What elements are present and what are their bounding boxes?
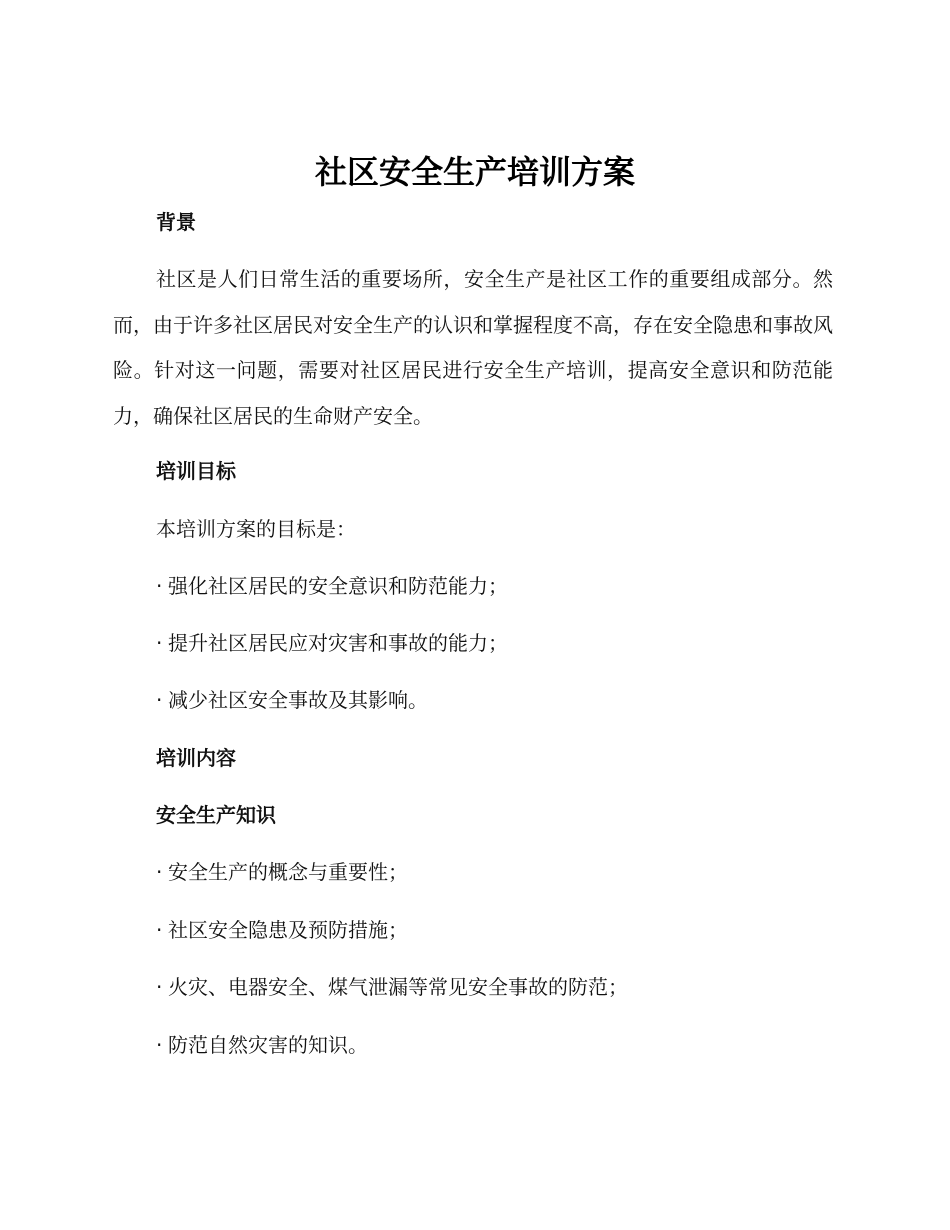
document-title: 社区安全生产培训方案 [314, 153, 635, 191]
bullet-icon: · [156, 574, 163, 598]
section-heading-background: 背景 [156, 210, 196, 234]
list-item [156, 629, 508, 657]
bullet-icon: · [156, 860, 163, 884]
bullet-icon: · [156, 1033, 163, 1057]
list-item-text: 社区安全隐患及预防措施； [168, 918, 408, 942]
list-item [156, 1031, 368, 1059]
list-item-text: 提升社区居民应对灾害和事故的能力； [168, 631, 508, 655]
list-item [156, 916, 408, 944]
bullet-icon: · [156, 975, 163, 999]
list-item [156, 572, 508, 600]
goals-intro: 本培训方案的目标是： [156, 517, 356, 541]
list-item [156, 973, 628, 1001]
bullet-icon: · [156, 688, 163, 712]
list-item-text: 火灾、电器安全、煤气泄漏等常见安全事故的防范； [168, 975, 628, 999]
section-heading-goals: 培训目标 [156, 459, 236, 483]
list-item-text: 减少社区安全事故及其影响。 [168, 688, 428, 712]
background-paragraph: 社区是人们日常生活的重要场所，安全生产是社区工作的重要组成部分。然而，由于许多社区居民对安全生产的认识和掌握程度不高，存在安全隐患和事故风险。针对这一问题，需要对社区居民进行安全生产培训，提高安全意识和防范能力，确保社区居民的生命财产安全。 [113, 267, 833, 428]
bullet-icon: · [156, 918, 163, 942]
list-item [156, 858, 408, 886]
list-item-text: 防范自然灾害的知识。 [168, 1033, 368, 1057]
list-item-text: 安全生产的概念与重要性； [168, 860, 408, 884]
list-item-text: 强化社区居民的安全意识和防范能力； [168, 574, 508, 598]
bullet-icon: · [156, 631, 163, 655]
subsection-heading-safety-knowledge: 安全生产知识 [156, 803, 276, 827]
list-item [156, 686, 428, 714]
section-heading-content: 培训内容 [156, 746, 236, 770]
